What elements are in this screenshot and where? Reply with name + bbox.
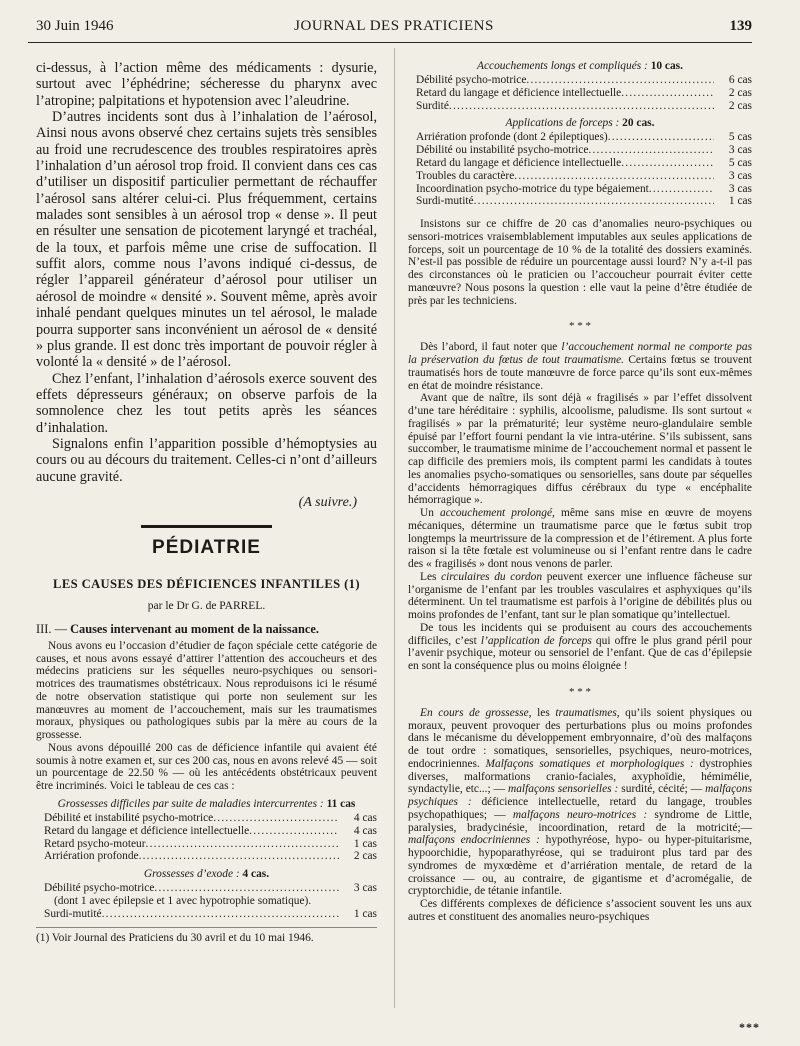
row-label: Retard du langage et déficience intellectuelle: [416, 156, 622, 169]
row-value: 3 cas: [728, 182, 752, 195]
row-value: 1 cas: [353, 907, 377, 920]
text-run: syndrome de Little, paralysies, bradycinésie, incoordination, retard de la motricité;—: [408, 808, 752, 834]
paragraph: Nous avons eu l’occasion d’étudier de façon spéciale cette catégorie de causes, et nous avons essayé d’attirer l’attention des accoucheurs et des médecins praticiens sur les séquelles neuro-psychiques ou sensori-motrices des traumatismes obstétricaux. Nous reproduisons ici le résumé de notre observation statistique qui porte non seulement sur les manœuvres au moment de l’accouchement, mais sur les traumatismes moraux, physiques ou pathologiques subis par la mère au cours de la grossesse.: [36, 639, 377, 742]
row-continuation: (dont 1 avec épilepsie et 1 avec hypotrophie somatique).: [54, 894, 312, 907]
text-run: peuvent exercer une influence fâcheuse sur l’organisme de l’enfant par les troubles vasculaires et asphyxiques qu’ils déterminent. Un tel traumatisme est parfois à l’origine de débilités plus ou moins profondes de l’enfant, tant sur le plan somatique qu’intellectuel.: [408, 570, 752, 622]
footnote: (1) Voir Journal des Praticiens du 30 avril et du 10 mai 1946.: [36, 927, 377, 944]
row-value: 4 cas: [353, 811, 377, 824]
section-heading: PÉDIATRIE: [36, 525, 377, 559]
header-rule: [28, 42, 752, 43]
table-title-text: Applications de forceps :: [505, 117, 620, 130]
row-value: 2 cas: [728, 86, 752, 99]
text-run: De tous les incidents qui se produisent au cours des accouchements difficiles, c’est: [408, 621, 752, 647]
emphasis: traumatismes,: [555, 706, 620, 719]
paragraph: Signalons enfin l’apparition possible d’hémoptysies au cours ou au décours du traitement. Celles-ci n’ont d’ailleurs aucune gravité.: [36, 435, 377, 485]
emphasis: circulaires du cordon: [441, 570, 543, 583]
row-value: 4 cas: [353, 824, 377, 837]
row-value: 1 cas: [353, 837, 377, 850]
paragraph: Insistons sur ce chiffre de 20 cas d’anomalies neuro-psychiques ou sensori-motrices vraisemblablement imputables aux seules applications de forceps, soit un pourcentage de 10 % de la totalité des dossiers examinés. N’est-il pas possible de réduire un pourcentage aussi lourd? N’y a-t-il pas des circonstances où le praticien ou l’accoucheur pourrait éviter cette manœuvre? Nous posons la question : elle vaut la peine d’être étudiée de près par les techniciens.: [408, 218, 752, 307]
table-row: [408, 183, 752, 196]
table-title-text: Accouchements longs et compliqués :: [477, 60, 648, 72]
table-row: [408, 100, 752, 113]
article-title: LES CAUSES DES DÉFICIENCES INFANTILES (1): [53, 576, 360, 591]
left-column: [36, 60, 377, 944]
table-row: [36, 812, 377, 825]
leader-dots: [102, 908, 339, 921]
emphasis: accouchement prolongé,: [440, 507, 555, 520]
body-text: [408, 218, 752, 307]
leader-dots: [139, 850, 339, 863]
paragraph: [408, 507, 752, 571]
row-label: Retard du langage et déficience intellectuelle: [416, 86, 622, 99]
page-number: 139: [729, 18, 752, 34]
text-run: déficience intellectuelle, retard du langage, troubles psychopathiques; —: [408, 796, 752, 821]
row-value: 5 cas: [728, 131, 752, 144]
emphasis: malfaçons endocriniennes :: [408, 834, 540, 847]
leader-dots: [249, 825, 339, 838]
table-row: [36, 882, 377, 895]
row-value: 2 cas: [728, 99, 752, 112]
paragraph: Ces différents complexes de déficience s’associent souvent les uns aux autres et constituent des anomalies neuro-psychiques: [408, 898, 752, 923]
table-count: 4 cas.: [242, 868, 270, 881]
row-value: 2 cas: [353, 850, 377, 863]
row-label: Arriération profonde: [44, 850, 139, 863]
row-label: Retard psycho-moteur: [44, 837, 146, 850]
paragraph: [408, 571, 752, 622]
text-run: hypothyréose, hypo- ou hyper-pituitarisme, hypoorchidie, hypoparathyréose, qui se traduiront plus tard par des syndromes de myxœdème et d’arriération mentale, de retard de la croissance — ou, au contraire, de gigantisme et d’acromégalie, de cryptorchidie, de tétanie infantile.: [408, 834, 752, 898]
table-count: 20 cas.: [622, 117, 655, 130]
aerosol-text: [36, 60, 377, 485]
table-row: [36, 838, 377, 851]
emphasis: l’accouchement normal ne comporte pas la préservation du fœtus de tout traumatisme.: [408, 341, 752, 367]
table-row: [408, 157, 752, 170]
row-label: Surdi-mutité: [416, 195, 474, 208]
paragraph: D’autres incidents sont dus à l’inhalation de l’aérosol, Ainsi nous avons observé chez certains sujets très sensibles au froid une recrudescence des troubles respiratoires après l’inhalation d’un aérosol trop froid. Il convient dans ces cas d’utiliser un dispositif particulier permettant de réchauffer l’aérosol sans altérer celui-ci. Plus fréquemment, certains malades sont sensibles à un aérosol trop « dense ». Il peut en résulter une sensation de picotement laryngé et trachéal, de la toux, et parfois même une crise de suffocation. Il suffit alors, comme nous l’avons indiqué ci-dessus, de régler l’appareil générateur d’aérosol pour utiliser un aérosol de moindre « densité ». Souvent même, après avoir inhalé pendant quelques minutes un tel aérosol, le malade pourra supporter sans inconvénient un aérosol de « densité » plus grande. Il est donc très important de pouvoir régler à volonté la « densité » de l’aérosol.: [36, 109, 377, 371]
leader-dots: [621, 87, 714, 100]
paragraph: [408, 707, 752, 898]
table-title: [408, 117, 752, 129]
table-title-text: Grossesses d’exode :: [143, 868, 240, 881]
subheading: [36, 622, 377, 637]
body-text: [408, 707, 752, 924]
emphasis: En cours de grossesse,: [420, 706, 532, 719]
text-run: même sans mise en œuvre de moyens mécaniques, détermine un traumatisme parce que le fœtus subit trop longtemps la meurtrissure de la compression et de l’étirement. A plus forte raison si la tête fœtale est volumineuse ou si l’enfant rentre dans le cadre des « fragilisés » dont nous venons de parler.: [408, 507, 752, 571]
paragraph: [408, 622, 752, 673]
text-run: Certains fœtus se trouvent traumatisés hors de toute manœuvre de force parce qu’ils sont eux-mêmes en état de moindre résistance.: [408, 354, 752, 392]
row-value: 1 cas: [728, 195, 752, 208]
separator-stars: * * *: [569, 320, 591, 333]
row-label: Débilité psycho-motrice: [416, 74, 527, 86]
table-row: [408, 74, 752, 87]
intro-text: [36, 640, 377, 793]
column-divider: [394, 48, 395, 1008]
leader-dots: [474, 195, 714, 208]
text-run: qu’ils soient physiques ou moraux, peuvent provoquer des perturbations plus ou moins profondes dans le mécanisme du développement embryonnaire, d’où des malfaçons de tout ordre : somatiques, sensorielles, psychiques, neuro-motrices, endocriniennes.: [408, 706, 753, 770]
subheading-number: III. —: [36, 621, 67, 636]
leader-dots: [608, 131, 714, 144]
subheading-text: Causes intervenant au moment de la naissance.: [70, 621, 319, 636]
leader-dots: [449, 100, 714, 113]
table-row: [36, 825, 377, 838]
to-be-continued: (A suivre.): [298, 494, 357, 510]
table-title: [36, 798, 377, 810]
text-run: surdité, cécité; —: [618, 783, 706, 796]
table-count: 10 cas.: [650, 60, 683, 72]
row-label: Surdi-mutité: [44, 907, 102, 920]
text-run: qui offre le plus grand péril pour l’avenir psychique, moteur ou sensoriel de l’enfant. Que de cas d’épilepsie en sont la conséquence plus ou moins éloignée !: [408, 634, 753, 673]
row-label: Débilité et instabilité psycho-motrice: [44, 811, 214, 824]
text-run: Un: [420, 507, 441, 520]
leader-dots: [154, 882, 339, 895]
table-title: [408, 60, 752, 72]
row-value: 5 cas: [728, 156, 752, 169]
byline: par le Dr G. de PARREL.: [147, 599, 266, 612]
row-label: Débilité ou instabilité psycho-motrice: [416, 144, 589, 157]
emphasis: Malfaçons somatiques et morphologiques :: [485, 757, 694, 770]
leader-dots: [588, 144, 714, 157]
page-end-mark: ***: [739, 1020, 760, 1034]
leader-dots: [526, 74, 714, 87]
text-run: Dès l’abord, il faut noter que: [420, 341, 562, 354]
table-row: [408, 131, 752, 144]
row-label: Incoordination psycho-motrice du type bégaiement: [416, 182, 649, 195]
stats-table: [408, 60, 752, 112]
row-value: 3 cas: [728, 169, 752, 182]
table-count: 11 cas: [326, 797, 356, 810]
table-title: [36, 868, 377, 880]
issue-date: 30 Juin 1946: [36, 18, 114, 34]
stats-table: [36, 798, 377, 863]
leader-dots: [213, 812, 339, 825]
emphasis: l’application de forceps: [480, 634, 592, 647]
paragraph: Avant que de naître, ils sont déjà « fragilisés » par l’effet dissolvent d’une tare héréditaire : syphilis, alcoolisme, paludisme. Ils sont surtout « fragilisés » par la prématurité; leur système neuro-glandulaire semble épuisé par l’effort fourni pendant la vie intra-utérine. S’ils subissent, sans succomber, le traumatisme minime de l’accouchement normal et passent le cap difficile des premiers mois, ils comptent parmi les candidats à toutes les anomalies psycho-somatiques ou sensorielles, sans doute par séquelles d’accidents hémorragiques diffus cérébraux du type « encéphalite hémorragique ».: [408, 392, 752, 507]
table-row: [408, 195, 752, 208]
row-label: Surdité: [416, 99, 449, 112]
paragraph: ci-dessus, à l’action même des médicaments : dysurie, surtout avec l’éphédrine; sécheresse du pharynx avec l’atropine; palpitations et hypotension avec l’aleudrine.: [36, 60, 377, 109]
leader-dots: [621, 157, 714, 170]
text-run: les: [531, 706, 556, 719]
table-title-text: Grossesses difficiles par suite de maladies intercurrentes :: [57, 797, 324, 810]
table-row: [408, 144, 752, 157]
row-value: 3 cas: [728, 144, 752, 157]
leader-dots: [514, 170, 714, 183]
row-value: 3 cas: [353, 882, 377, 895]
stats-table: [36, 868, 377, 920]
table-row: [408, 170, 752, 183]
emphasis: malfaçons psychiques :: [408, 783, 752, 809]
paragraph: Nous avons dépouillé 200 cas de déficience infantile qui avaient été soumis à notre examen et, sur ces 200 cas, nous en avons relevé 45 — soit un pourcentage de 22.50 % — où les antécédents obstétricaux peuvent être incriminés. Voici le tableau de ces cas :: [36, 741, 377, 793]
row-label: Troubles du caractère: [416, 169, 515, 182]
text-run: Les: [420, 570, 442, 583]
running-header: [36, 18, 752, 40]
row-label: Arriération profonde (dont 2 épileptiques): [416, 131, 608, 144]
body-text: [408, 341, 752, 673]
emphasis: malfaçons sensorielles :: [508, 783, 619, 796]
table-row: [36, 850, 377, 863]
row-value: 6 cas: [728, 74, 752, 86]
table-row: [36, 908, 377, 921]
emphasis: malfaçons neuro-motrices :: [512, 808, 648, 821]
leader-dots: [146, 838, 339, 851]
separator-stars: * * *: [569, 685, 591, 698]
leader-dots: [649, 183, 714, 196]
right-column: [408, 60, 752, 924]
table-row: [408, 87, 752, 100]
paragraph: [408, 341, 752, 392]
journal-title: JOURNAL DES PRATICIENS: [294, 18, 494, 34]
stats-table: [408, 117, 752, 208]
row-label: Débilité psycho-motrice: [44, 882, 155, 895]
row-label: Retard du langage et déficience intellectuelle: [44, 824, 250, 837]
paragraph: Chez l’enfant, l’inhalation d’aérosols exerce souvent des effets dépresseurs généraux; on observe parfois de la somnolence chez les tout petits après les séances d’inhalation.: [36, 370, 377, 436]
text-run: dystrophies diverses, malformations cranio-faciales, axyphoïdie, hémimélie, syndactylie, etc...; —: [408, 757, 752, 796]
